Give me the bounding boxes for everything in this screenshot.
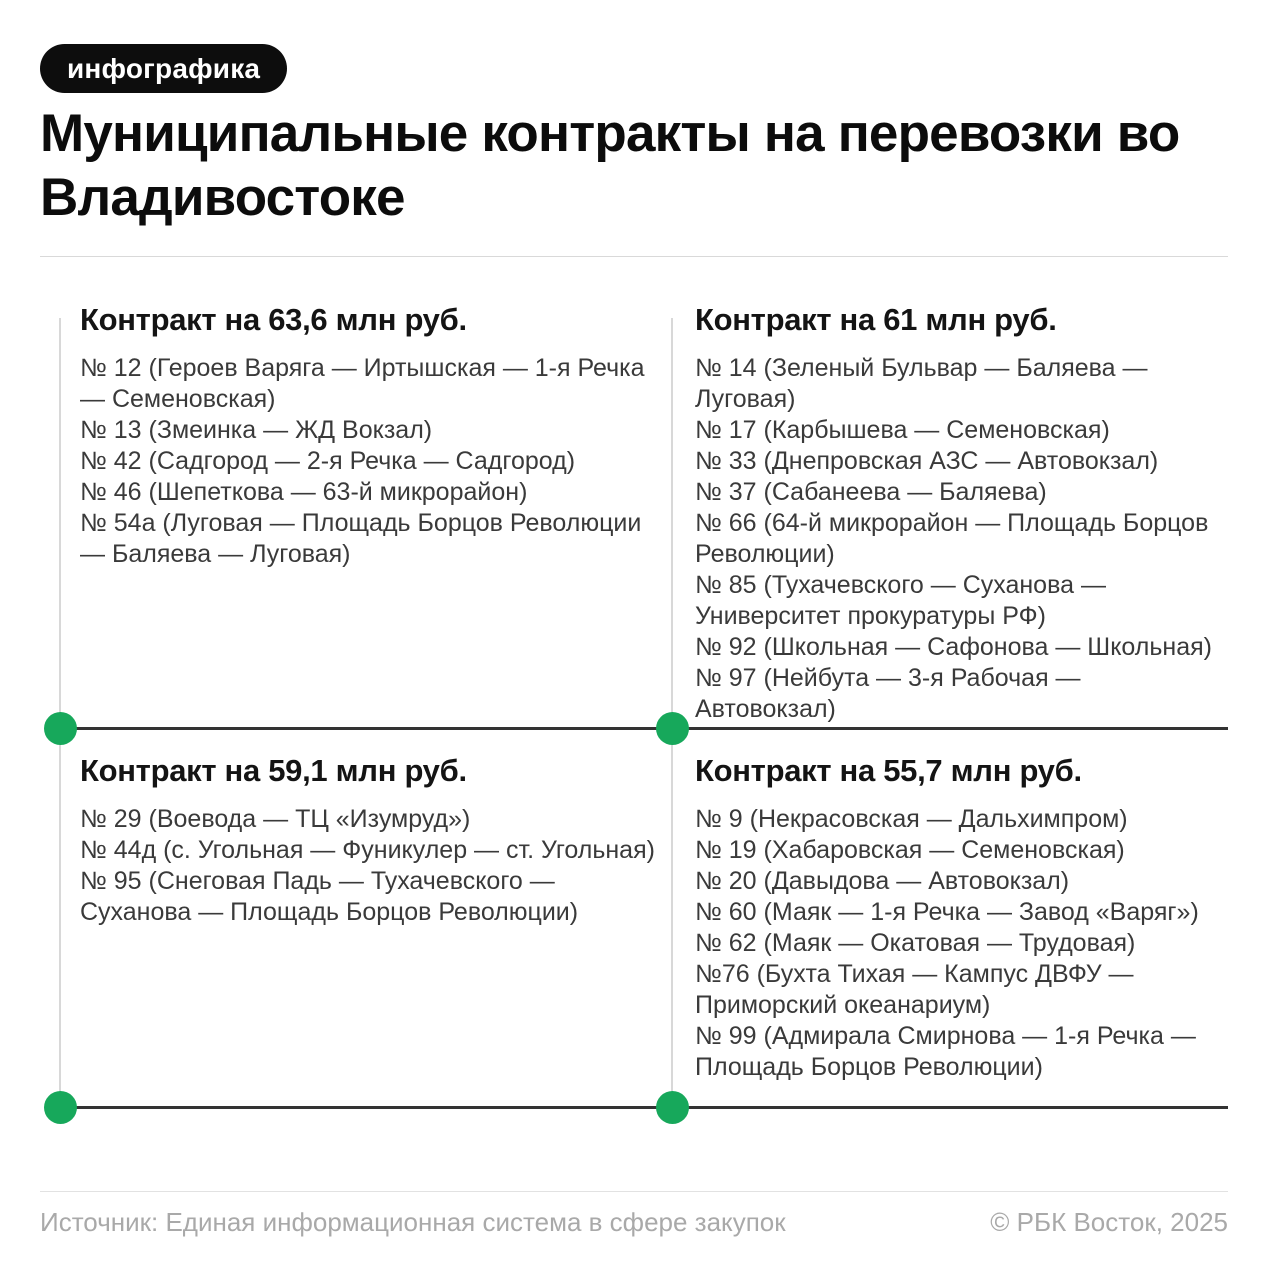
- route-item: № 62 (Маяк — Окатовая — Трудовая): [695, 929, 1136, 957]
- route-item: № 42 (Садгород — 2-я Речка — Садгород): [80, 447, 576, 475]
- route-item: № 95 (Снеговая Падь — Тухачевского — Суханова — Площадь Борцов Революции): [80, 867, 579, 926]
- footer-copyright: © РБК Восток, 2025: [990, 1207, 1228, 1237]
- contract-card-61: [695, 301, 1227, 725]
- contract-heading: Контракт на 61 млн руб.: [695, 302, 1057, 337]
- contract-card-63-6: [80, 301, 660, 570]
- contract-heading: Контракт на 59,1 млн руб.: [80, 753, 467, 788]
- route-list: [80, 353, 660, 570]
- route-item: № 37 (Сабанеева — Баляева): [695, 478, 1047, 506]
- route-list: [695, 353, 1227, 725]
- timeline-dot: [656, 1091, 689, 1124]
- route-item: № 20 (Давыдова — Автовокзал): [695, 867, 1070, 895]
- timeline-dot: [44, 712, 77, 745]
- route-item: № 19 (Хабаровская — Семеновская): [695, 836, 1125, 864]
- route-item: № 97 (Нейбута — 3-я Рабочая — Автовокзал): [695, 664, 1081, 723]
- route-item: № 60 (Маяк — 1-я Речка — Завод «Варяг»): [695, 898, 1199, 926]
- badge-label: инфографика: [67, 52, 261, 84]
- footer-source: Источник: Единая информационная система в сфере закупок: [40, 1207, 786, 1237]
- route-item: № 33 (Днепровская АЗС — Автовокзал): [695, 447, 1159, 475]
- infographic-badge: [40, 44, 287, 93]
- contract-heading: Контракт на 63,6 млн руб.: [80, 302, 467, 337]
- footer-divider: [40, 1191, 1228, 1192]
- route-item: № 54а (Луговая — Площадь Борцов Революции — Баляева — Луговая): [80, 509, 642, 568]
- route-list: [695, 804, 1227, 1083]
- route-item: № 13 (Змеинка — ЖД Вокзал): [80, 416, 433, 444]
- route-item: № 92 (Школьная — Сафонова — Школьная): [695, 633, 1212, 661]
- route-list: [80, 804, 660, 928]
- contract-card-59-1: [80, 752, 660, 928]
- route-item: № 99 (Адмирала Смирнова — 1-я Речка — Площадь Борцов Революции): [695, 1022, 1196, 1081]
- timeline-dot: [656, 712, 689, 745]
- route-item: № 85 (Тухачевского — Суханова — Университет прокуратуры РФ): [695, 571, 1106, 630]
- header-divider: [40, 256, 1228, 257]
- route-item: № 12 (Героев Варяга — Иртышская — 1-я Речка — Семеновская): [80, 354, 645, 413]
- contract-heading: Контракт на 55,7 млн руб.: [695, 753, 1082, 788]
- route-item: №76 (Бухта Тихая — Кампус ДВФУ — Приморский океанариум): [695, 960, 1134, 1019]
- route-item: № 66 (64-й микрорайон — Площадь Борцов Революции): [695, 509, 1209, 568]
- timeline-line-row2: [60, 1106, 1228, 1109]
- timeline-line-row1: [60, 727, 1228, 730]
- route-item: № 14 (Зеленый Бульвар — Баляева — Луговая): [695, 354, 1148, 413]
- route-item: № 46 (Шепеткова — 63-й микрорайон): [80, 478, 528, 506]
- timeline-dot: [44, 1091, 77, 1124]
- route-item: № 17 (Карбышева — Семеновская): [695, 416, 1110, 444]
- route-item: № 29 (Воевода — ТЦ «Изумруд»): [80, 805, 471, 833]
- contract-card-55-7: [695, 752, 1227, 1083]
- page-title: Муниципальные контракты на перевозки во Владивостоке: [40, 104, 1180, 227]
- route-item: № 9 (Некрасовская — Дальхимпром): [695, 805, 1128, 833]
- route-item: № 44д (с. Угольная — Фуникулер — ст. Угольная): [80, 836, 655, 864]
